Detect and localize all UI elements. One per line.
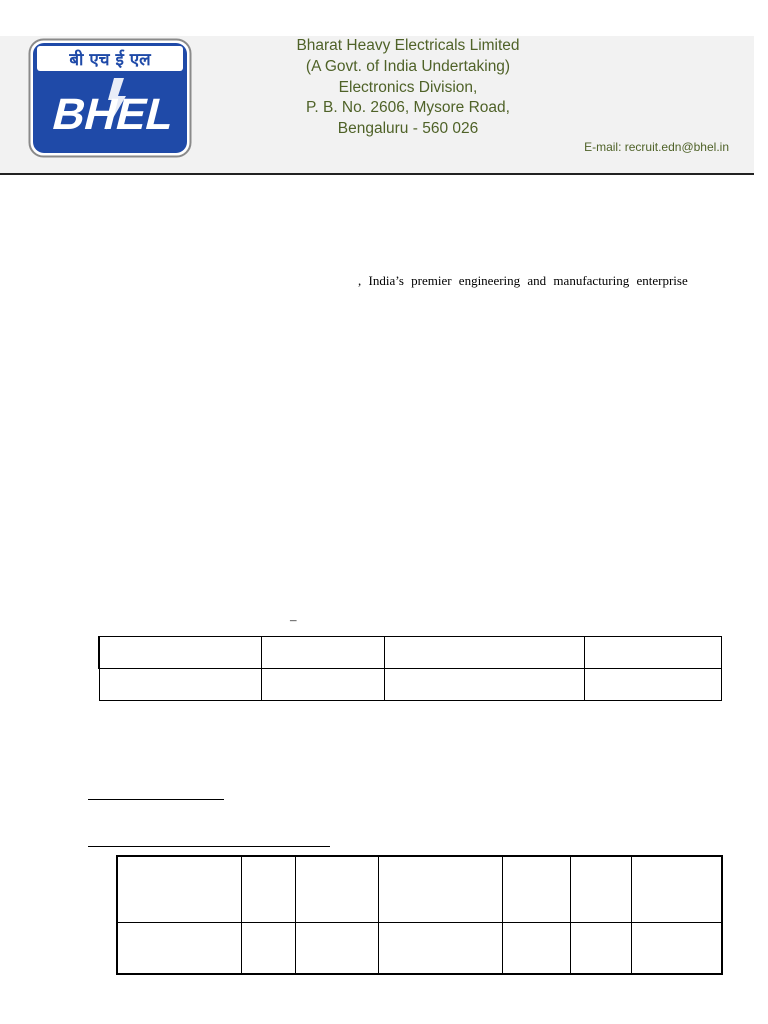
table-cell [296, 923, 379, 975]
table-row [117, 856, 722, 923]
organization-address [270, 36, 546, 140]
table-cell [296, 856, 379, 923]
table-cell [632, 856, 723, 923]
details-table [116, 855, 723, 975]
vacancy-table [98, 636, 722, 701]
table-cell [571, 856, 632, 923]
table-cell [99, 637, 262, 669]
org-name: Bharat Heavy Electricals Limited [296, 37, 520, 54]
table-cell [632, 923, 723, 975]
table-cell [99, 669, 262, 701]
table-row [99, 669, 722, 701]
org-govt-line: (A Govt. of India Undertaking) [305, 57, 511, 75]
org-city: Bengaluru - 560 026 [337, 120, 479, 138]
contact-email: E-mail: recruit.edn@bhel.in [584, 140, 729, 154]
bhel-logo [28, 38, 192, 158]
table-cell [585, 669, 722, 701]
table-cell [503, 856, 571, 923]
letterhead [0, 36, 754, 175]
table-cell [379, 923, 503, 975]
table-cell [379, 856, 503, 923]
dash-mark: – [290, 612, 297, 627]
table-cell [117, 923, 242, 975]
table-cell [585, 637, 722, 669]
org-division: Electronics Division, [338, 78, 478, 96]
org-po-box: P. B. No. 2606, Mysore Road, [306, 99, 510, 117]
table-cell [242, 923, 296, 975]
table-cell [571, 923, 632, 975]
intro-text-fragment: , India’s premier engineering and manufacturing enterprise [358, 273, 688, 288]
table-cell [117, 856, 242, 923]
table-cell [503, 923, 571, 975]
logo-hindi-text: बी एच ई एल [69, 50, 151, 70]
table-cell [242, 856, 296, 923]
table-cell [385, 637, 585, 669]
table-cell [385, 669, 585, 701]
table-row [99, 637, 722, 669]
table-cell [262, 669, 385, 701]
table-row [117, 923, 722, 975]
heading-underline [88, 846, 330, 847]
heading-underline [88, 799, 224, 800]
table-cell [262, 637, 385, 669]
